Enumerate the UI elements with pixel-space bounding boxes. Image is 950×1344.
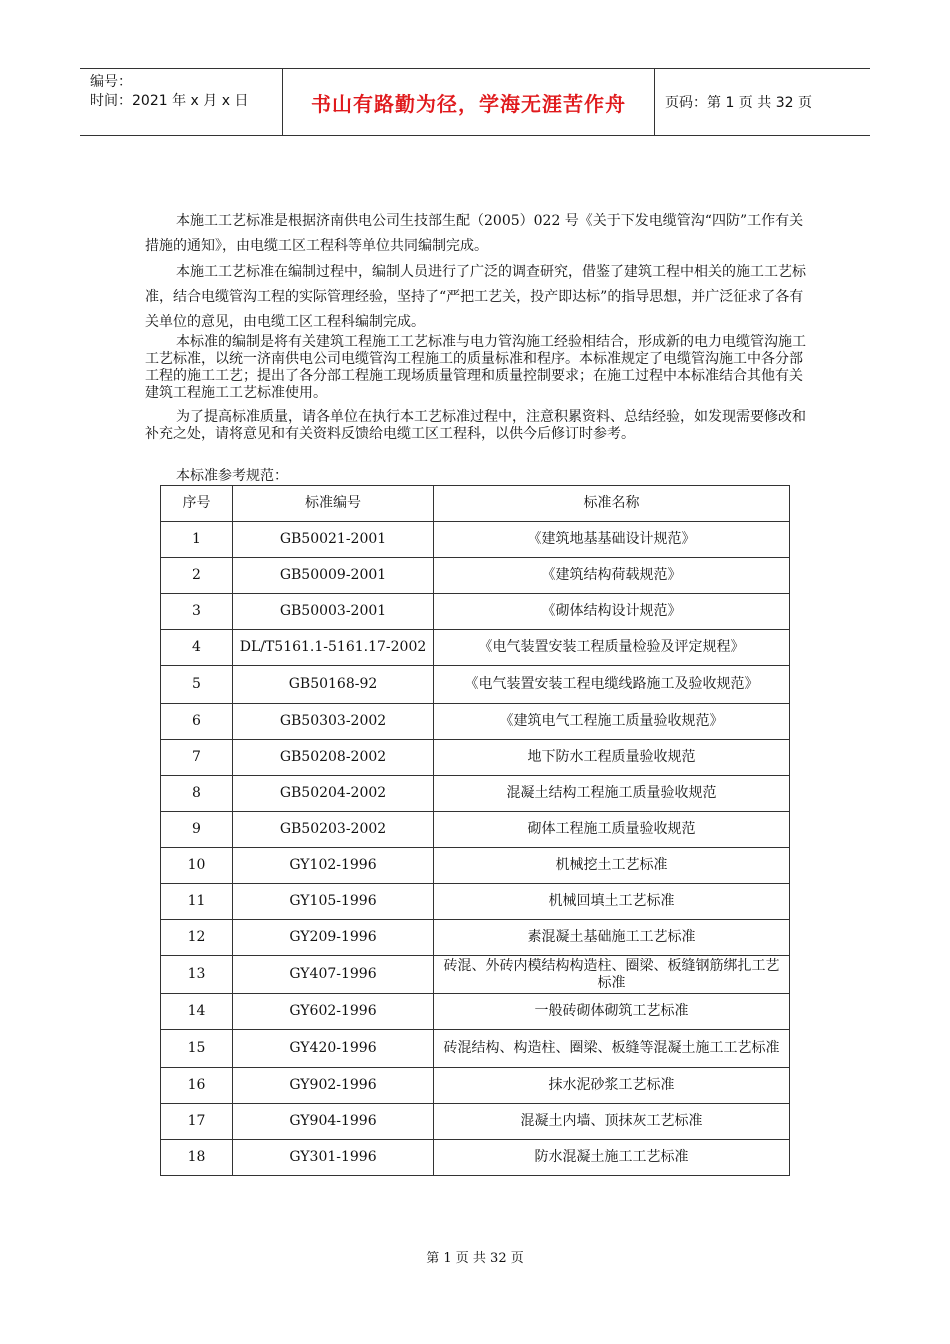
cell-index: 12	[161, 920, 233, 956]
cell-index: 11	[161, 884, 233, 920]
paragraph-process	[145, 260, 810, 335]
table-row	[161, 848, 790, 884]
cell-standard-code: GB50203-2002	[233, 812, 434, 848]
cell-standard-code: GY102-1996	[233, 848, 434, 884]
cell-index: 17	[161, 1104, 233, 1140]
paragraph-text: 本施工工艺标准是根据济南供电公司生技部生配（2005）022 号《关于下发电缆管沟“四防”工作有关措施的通知》，由电缆工区工程科等单位共同编制完成。	[145, 213, 804, 254]
cell-standard-name: 《电气装置安装工程电缆线路施工及验收规范》	[434, 666, 790, 704]
cell-standard-name: 机械挖土工艺标准	[434, 848, 790, 884]
table-row	[161, 704, 790, 740]
table-row	[161, 522, 790, 558]
table-row	[161, 956, 790, 994]
cell-standard-code: GB50168-92	[233, 666, 434, 704]
paragraph-references-intro	[145, 468, 810, 485]
cell-standard-code: GB50021-2001	[233, 522, 434, 558]
cell-index: 5	[161, 666, 233, 704]
cell-standard-code: GY420-1996	[233, 1030, 434, 1068]
cell-standard-name: 《建筑结构荷载规范》	[434, 558, 790, 594]
cell-standard-code: GY902-1996	[233, 1068, 434, 1104]
table-row	[161, 666, 790, 704]
cell-index: 15	[161, 1030, 233, 1068]
cell-standard-name: 一般砖砌体砌筑工艺标准	[434, 994, 790, 1030]
cell-standard-code: GY209-1996	[233, 920, 434, 956]
cell-standard-code: GB50009-2001	[233, 558, 434, 594]
paragraph-origin	[145, 209, 810, 259]
cell-standard-name: 机械回填土工艺标准	[434, 884, 790, 920]
paragraph-text: 本标准的编制是将有关建筑工程施工工艺标准与电力管沟施工经验相结合，形成新的电力电缆管沟施工工艺标准，以统一济南供电公司电缆管沟工程施工的质量标准和程序。本标准规定了电缆管沟施工中各分部工程的施工工艺；提出了各分部工程施工现场质量管理和质量控制要求；在施工过程中本标准结合其他有关建筑工程施工工艺标准使用。	[145, 334, 806, 401]
cell-standard-name: 《电气装置安装工程质量检验及评定规程》	[434, 630, 790, 666]
cell-index: 13	[161, 956, 233, 994]
header-meta	[90, 73, 248, 111]
cell-index: 3	[161, 594, 233, 630]
cell-standard-name: 《建筑电气工程施工质量验收规范》	[434, 704, 790, 740]
cell-index: 16	[161, 1068, 233, 1104]
cell-index: 18	[161, 1140, 233, 1176]
cell-standard-code: GB50208-2002	[233, 740, 434, 776]
cell-index: 14	[161, 994, 233, 1030]
cell-index: 4	[161, 630, 233, 666]
cell-standard-name: 砌体工程施工质量验收规范	[434, 812, 790, 848]
table-row	[161, 594, 790, 630]
cell-standard-code: GB50204-2002	[233, 776, 434, 812]
table-header-row	[161, 486, 790, 522]
reference-standards-table	[160, 485, 790, 1176]
cell-index: 1	[161, 522, 233, 558]
header-divider	[654, 69, 655, 135]
table-row	[161, 740, 790, 776]
table-row	[161, 994, 790, 1030]
cell-standard-code: GY602-1996	[233, 994, 434, 1030]
cell-index: 7	[161, 740, 233, 776]
column-header-index: 序号	[161, 486, 233, 522]
table-row	[161, 558, 790, 594]
paragraph-scope	[145, 334, 810, 402]
page-footer: 第 1 页 共 32 页	[426, 1251, 524, 1266]
paragraph-text: 本施工工艺标准在编制过程中，编制人员进行了广泛的调查研究，借鉴了建筑工程中相关的施工工艺标准，结合电缆管沟工程的实际管理经验，坚持了“严把工艺关，投产即达标”的指导思想，并广泛征求了各有关单位的意见，由电缆工区工程科编制完成。	[145, 264, 806, 330]
cell-standard-code: GY407-1996	[233, 956, 434, 994]
cell-standard-name: 防水混凝土施工工艺标准	[434, 1140, 790, 1176]
cell-standard-code: GY105-1996	[233, 884, 434, 920]
cell-standard-code: GB50303-2002	[233, 704, 434, 740]
cell-index: 10	[161, 848, 233, 884]
header-page-number: 页码：第 1 页 共 32 页	[665, 95, 812, 111]
cell-standard-name: 《建筑地基基础设计规范》	[434, 522, 790, 558]
table-row	[161, 1030, 790, 1068]
paragraph-feedback	[145, 409, 810, 443]
cell-index: 8	[161, 776, 233, 812]
paragraph-text: 本标准参考规范：	[176, 468, 288, 484]
cell-index: 2	[161, 558, 233, 594]
column-header-name: 标准名称	[434, 486, 790, 522]
cell-standard-name: 混凝土结构工程施工质量验收规范	[434, 776, 790, 812]
cell-standard-name: 砖混结构、构造柱、圈梁、板缝等混凝土施工工艺标准	[434, 1030, 790, 1068]
cell-standard-code: GY301-1996	[233, 1140, 434, 1176]
table-row	[161, 884, 790, 920]
cell-standard-name: 抹水泥砂浆工艺标准	[434, 1068, 790, 1104]
table-row	[161, 1068, 790, 1104]
table-row	[161, 812, 790, 848]
cell-standard-code: DL/T5161.1-5161.17-2002	[233, 630, 434, 666]
cell-standard-name: 砖混、外砖内模结构构造柱、圈梁、板缝钢筋绑扎工艺标准	[434, 956, 790, 994]
table-row	[161, 776, 790, 812]
table-row	[161, 1104, 790, 1140]
cell-standard-name: 混凝土内墙、顶抹灰工艺标准	[434, 1104, 790, 1140]
header-motto: 书山有路勤为径，学海无涯苦作舟	[311, 91, 626, 116]
cell-index: 6	[161, 704, 233, 740]
document-time-label: 时间：2021 年 x 月 x 日	[90, 93, 249, 109]
table-row	[161, 920, 790, 956]
table-row	[161, 630, 790, 666]
cell-standard-name: 《砌体结构设计规范》	[434, 594, 790, 630]
page-header	[80, 68, 870, 136]
cell-standard-name: 地下防水工程质量验收规范	[434, 740, 790, 776]
paragraph-text: 为了提高标准质量，请各单位在执行本工艺标准过程中，注意积累资料、总结经验，如发现需要修改和补充之处，请将意见和有关资料反馈给电缆工区工程科，以供今后修订时参考。	[145, 409, 806, 442]
cell-index: 9	[161, 812, 233, 848]
table-row	[161, 1140, 790, 1176]
cell-standard-code: GB50003-2001	[233, 594, 434, 630]
document-number-label: 编号：	[90, 74, 132, 90]
column-header-code: 标准编号	[233, 486, 434, 522]
cell-standard-name: 素混凝土基础施工工艺标准	[434, 920, 790, 956]
cell-standard-code: GY904-1996	[233, 1104, 434, 1140]
